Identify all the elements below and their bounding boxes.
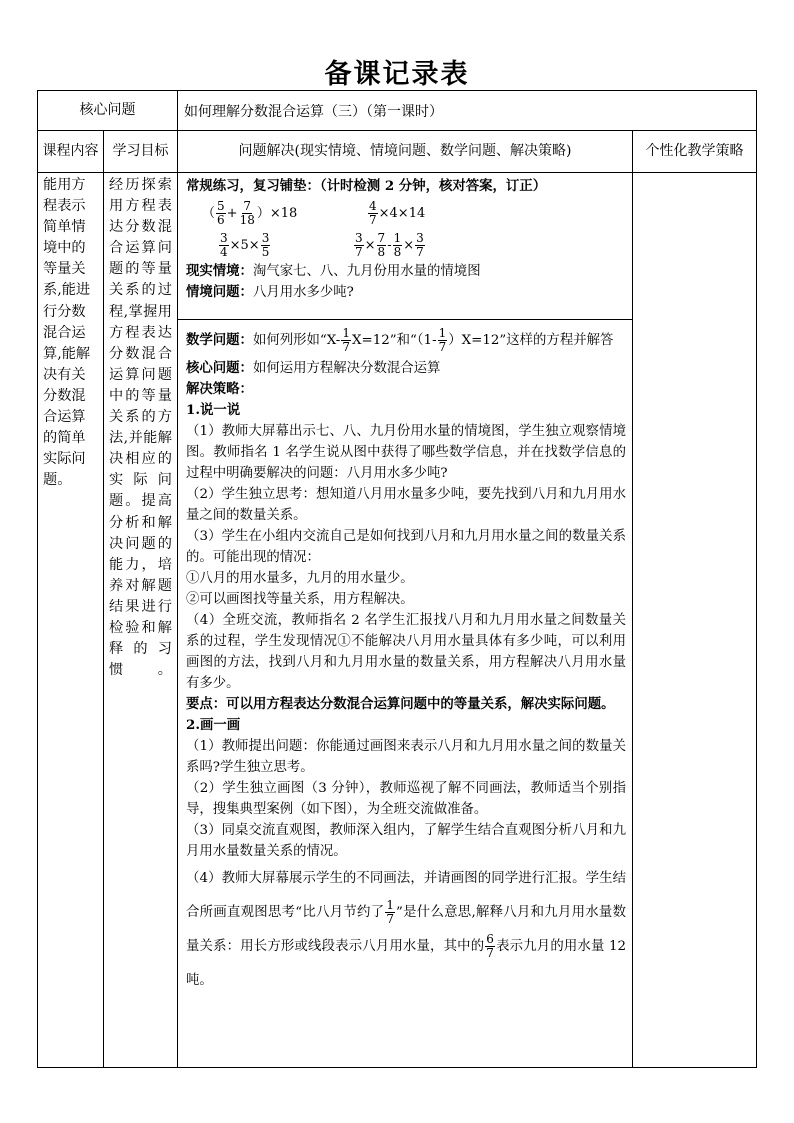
math-question: 数学问题：如何列形如“X- $\frac{1}{7}$ X=12”和“（1- $\frac{1}{7}$ ）X=12”这样的方程并解答 bbox=[186, 326, 614, 354]
step-1-p1: （1）教师大屏幕出示七、八、九月份用水量的情境图，学生独立观察情境图。教师指名 1 名学生说从图中获得了哪些数学信息，并在找数学信息的过程中明确要解决的问题：八月用水多少吨? bbox=[186, 424, 626, 481]
header-strategy: 个性化教学策略 bbox=[633, 131, 757, 173]
solution-section bbox=[178, 320, 632, 1000]
header-goals: 学习目标 bbox=[104, 131, 178, 173]
step-2-title: 2.画一画 bbox=[186, 717, 241, 733]
page-title: 备课记录表 bbox=[324, 59, 470, 90]
expression-2: $\frac{4}{7}$ ×4×14 bbox=[369, 198, 426, 227]
step-1-p2: （2）学生独立思考：想知道八月用水量多少吨，要先找到八月和九月用水量之间的数量关系。 bbox=[186, 487, 626, 523]
situation-question: 情境问题：八月用水多少吨? bbox=[186, 284, 354, 300]
step-1-p6: （4）全班交流，教师指名 2 名学生汇报找八月和九月用水量之间数量关系的过程，学生发现情况①不能解决八月用水量具体有多少吨，可以利用画图的方法，找到八月和九月用水量的数量关系，用方程解决八月用水量有多少。 bbox=[186, 613, 626, 691]
step-1-p4: ①八月的用水量多，九月的用水量少。 bbox=[186, 571, 414, 586]
expression-3: $\frac{3}{4}$ ×5× $\frac{3}{5}$ bbox=[220, 230, 270, 259]
goals-cell: 经历探索用方程表达分数混合运算问题的等量关系的过程,掌握用方程表达分数混合运算问题中的等量关系的方法,并能解决相应的实际问题。提高分析和解决问题的能力，培养对解题结果进行检验和解释的习惯。 bbox=[104, 173, 178, 1068]
step-1-p5: ②可以画图找等量关系，用方程解决。 bbox=[186, 592, 414, 607]
core-issue-value: 如何理解分数混合运算（三）（第一课时） bbox=[178, 91, 757, 131]
header-content: 课程内容 bbox=[38, 131, 104, 173]
header-process: 问题解决(现实情境、情境问题、数学问题、解决策略) bbox=[178, 131, 633, 173]
step-2-p4: （4）教师大屏幕展示学生的不同画法，并请画图的同学进行汇报。学生结合所画直观图思考“比八月节约了 $\frac{1}{7}$ ”是什么意思,解释八月和九月用水量数量关系：用长方形或线段表示八月用水量，其中的 $\frac{6}{7}$ 表示九月的用水量 12 吨。 bbox=[186, 871, 627, 988]
step-2-p3: （3）同桌交流直观图，教师深入组内，了解学生结合直观图分析八月和九月用水量数量关系的情况。 bbox=[186, 823, 626, 859]
core-question: 核心问题：如何运用方程解决分数混合运算 bbox=[186, 360, 441, 376]
process-cell bbox=[178, 173, 633, 1068]
expression-row-2 bbox=[186, 229, 626, 261]
practice-heading: 常规练习，复习铺垫：（计时检测 2 分钟，核对答案，订正） bbox=[186, 178, 547, 194]
strategy-label: 解决策略： bbox=[186, 381, 253, 397]
practice-section bbox=[178, 173, 632, 320]
strategy-cell bbox=[633, 173, 757, 1068]
expression-1: （ $\frac{5}{6}$ + $\frac{7}{18}$ ）×18 bbox=[202, 198, 298, 227]
lesson-record-table bbox=[37, 90, 757, 1068]
step-2-p1: （1）教师提出问题：你能通过画图来表示八月和九月用水量之间的数量关系吗?学生独立思考。 bbox=[186, 739, 626, 775]
step-2-p2: （2）学生独立画图（3 分钟），教师巡视了解不同画法，教师适当个别指导，搜集典型案例（如下图），为全班交流做准备。 bbox=[186, 781, 626, 817]
step-1-p3: （3）学生在小组内交流自己是如何找到八月和九月用水量之间的数量关系的。可能出现的情况： bbox=[186, 529, 626, 565]
reality-situation: 现实情境：淘气家七、八、九月份用水量的情境图 bbox=[186, 263, 481, 279]
expression-row-1 bbox=[186, 197, 626, 229]
body-row bbox=[38, 173, 757, 1068]
key-point: 要点：可以用方程表达分数混合运算问题中的等量关系，解决实际问题。 bbox=[186, 696, 615, 712]
content-cell: 能用方程表示简单情境中的等量关系,能进行分数混合运算,能解决有关分数混合运算的简单实际问题。 bbox=[38, 173, 104, 1068]
step-1-title: 1.说一说 bbox=[186, 402, 241, 418]
core-issue-label: 核心问题 bbox=[38, 91, 178, 131]
core-issue-row bbox=[38, 91, 757, 131]
header-row bbox=[38, 131, 757, 173]
expression-4: $\frac{3}{7}$ × $\frac{7}{8}$ - $\frac{1}{8}$ × $\frac{3}{7}$ bbox=[355, 230, 424, 259]
